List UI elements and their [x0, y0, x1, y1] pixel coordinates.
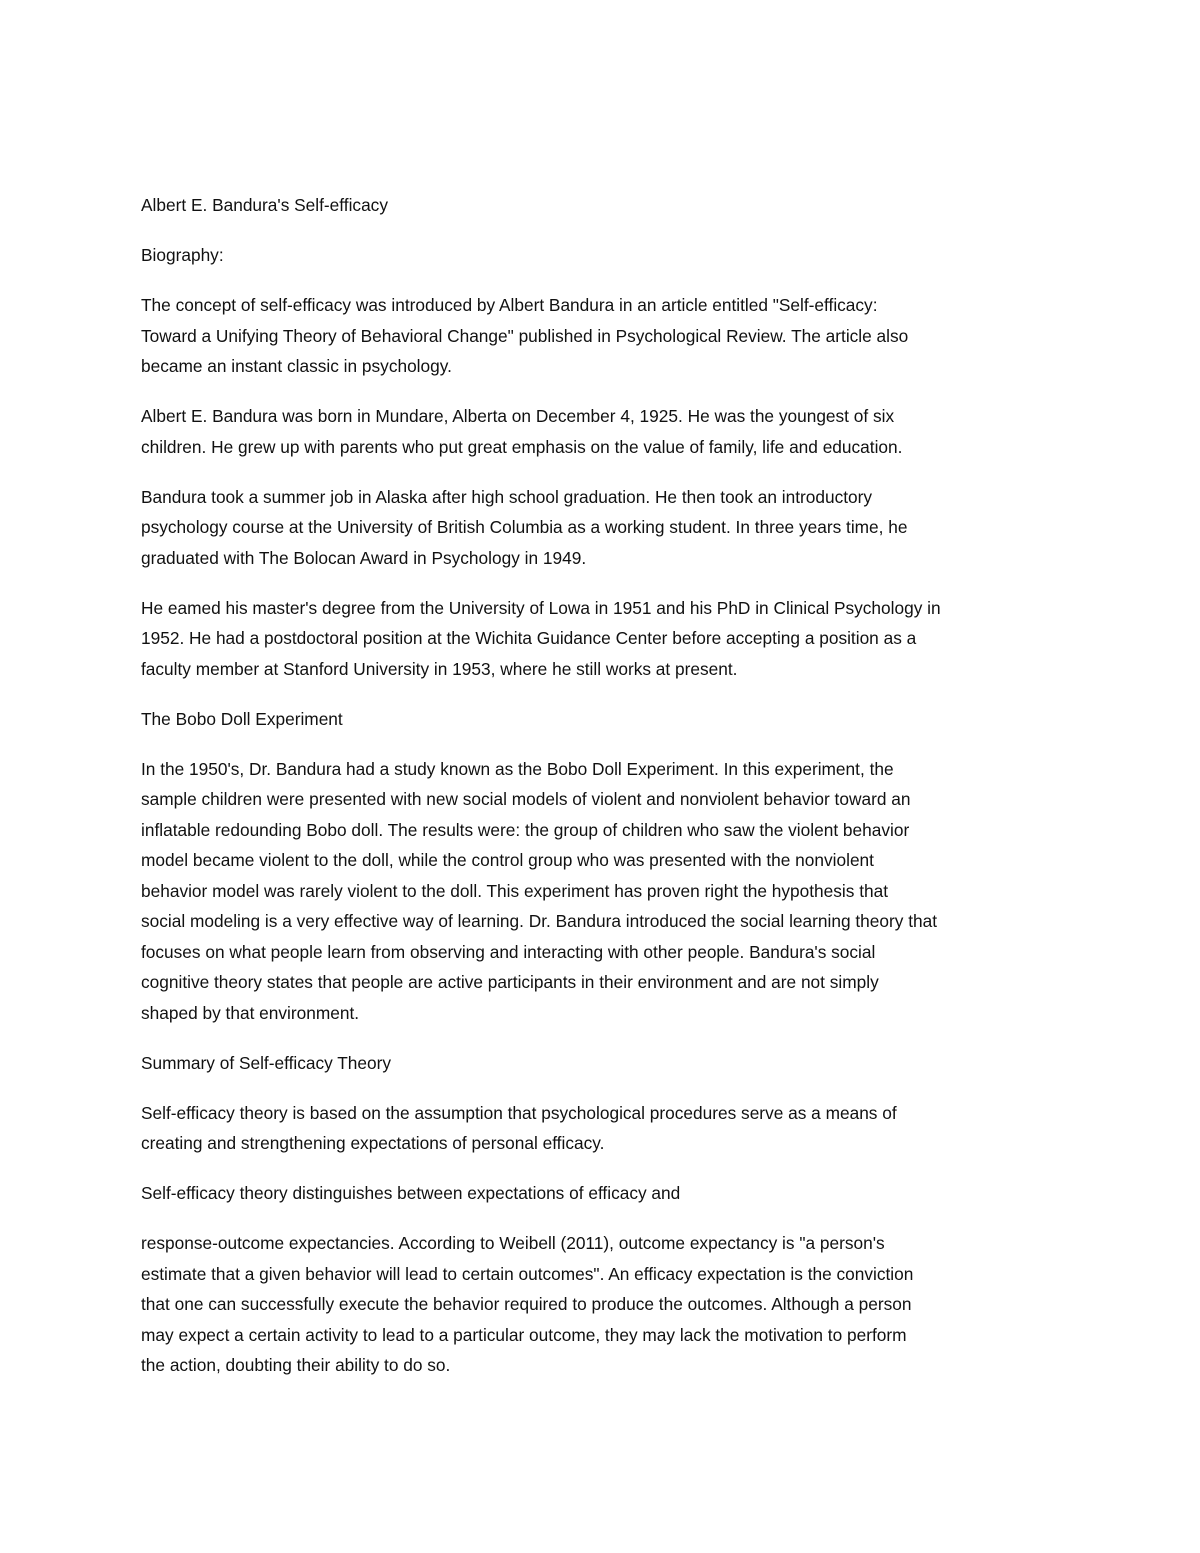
paragraph	[141, 401, 1066, 462]
text-line: He eamed his master's degree from the University of Lowa in 1951 and his PhD in Clinical Psychology in	[141, 597, 941, 618]
paragraph	[141, 1098, 1066, 1159]
section-heading-biography: Biography:	[141, 245, 224, 265]
paragraph	[141, 482, 1066, 574]
text-line: that one can successfully execute the behavior required to produce the outcomes. Although a person	[141, 1294, 912, 1314]
paragraph	[141, 593, 1066, 685]
text-line: estimate that a given behavior will lead to certain outcomes". An efficacy expectation is the conviction	[141, 1263, 914, 1284]
text-line: Self-efficacy theory distinguishes between expectations of efficacy and	[141, 1183, 681, 1203]
text-line: response-outcome expectancies. According to Weibell (2011), outcome expectancy is "a person's	[141, 1233, 885, 1253]
paragraph	[141, 1228, 1066, 1381]
text-line: shaped by that environment.	[141, 1002, 360, 1023]
text-line: In the 1950's, Dr. Bandura had a study known as the Bobo Doll Experiment. In this experiment, the	[141, 758, 894, 779]
paragraph	[141, 1178, 1066, 1209]
text-line: the action, doubting their ability to do so.	[141, 1355, 451, 1375]
text-line: became an instant classic in psychology.	[141, 356, 452, 376]
text-line: children. He grew up with parents who put great emphasis on the value of family, life and education.	[141, 436, 903, 457]
text-line: Self-efficacy theory is based on the assumption that psychological procedures serve as a means of	[141, 1102, 897, 1123]
document-title: Albert E. Bandura's Self-efficacy	[141, 195, 388, 215]
paragraph	[141, 754, 1066, 1029]
text-line: inflatable redounding Bobo doll. The results were: the group of children who saw the violent behavior	[141, 819, 910, 840]
section-heading-summary: Summary of Self-efficacy Theory	[141, 1052, 392, 1073]
text-line: Albert E. Bandura was born in Mundare, Alberta on December 4, 1925. He was the youngest of six	[141, 406, 895, 426]
document-body	[141, 190, 1066, 1400]
text-line: behavior model was rarely violent to the doll. This experiment has proven right the hypothesis that	[141, 880, 889, 901]
text-line: 1952. He had a postdoctoral position at the Wichita Guidance Center before accepting a position as a	[141, 628, 917, 648]
text-line: sample children were presented with new social models of violent and nonviolent behavior toward an	[141, 789, 911, 809]
text-line: The concept of self-efficacy was introduced by Albert Bandura in an article entitled "Self-efficacy:	[141, 295, 878, 315]
text-line: social modeling is a very effective way of learning. Dr. Bandura introduced the social learning theory that	[141, 911, 938, 931]
paragraph	[141, 290, 1066, 382]
text-line: faculty member at Stanford University in 1953, where he still works at present.	[141, 658, 738, 679]
text-line: may expect a certain activity to lead to a particular outcome, they may lack the motivation to perform	[141, 1324, 907, 1345]
text-line: Bandura took a summer job in Alaska after high school graduation. He then took an introductory	[141, 486, 873, 507]
text-line: Toward a Unifying Theory of Behavioral Change" published in Psychological Review. The article also	[141, 325, 909, 346]
section-heading-bobo-doll: The Bobo Doll Experiment	[141, 708, 343, 729]
text-line: psychology course at the University of British Columbia as a working student. In three years time, he	[141, 517, 908, 537]
text-line: focuses on what people learn from observing and interacting with other people. Bandura's social	[141, 941, 876, 962]
text-line: model became violent to the doll, while the control group who was presented with the nonviolent	[141, 850, 874, 870]
text-line: cognitive theory states that people are active participants in their environment and are not simply	[141, 972, 879, 992]
text-line: graduated with The Bolocan Award in Psychology in 1949.	[141, 547, 587, 568]
text-line: creating and strengthening expectations of personal efficacy.	[141, 1133, 605, 1153]
